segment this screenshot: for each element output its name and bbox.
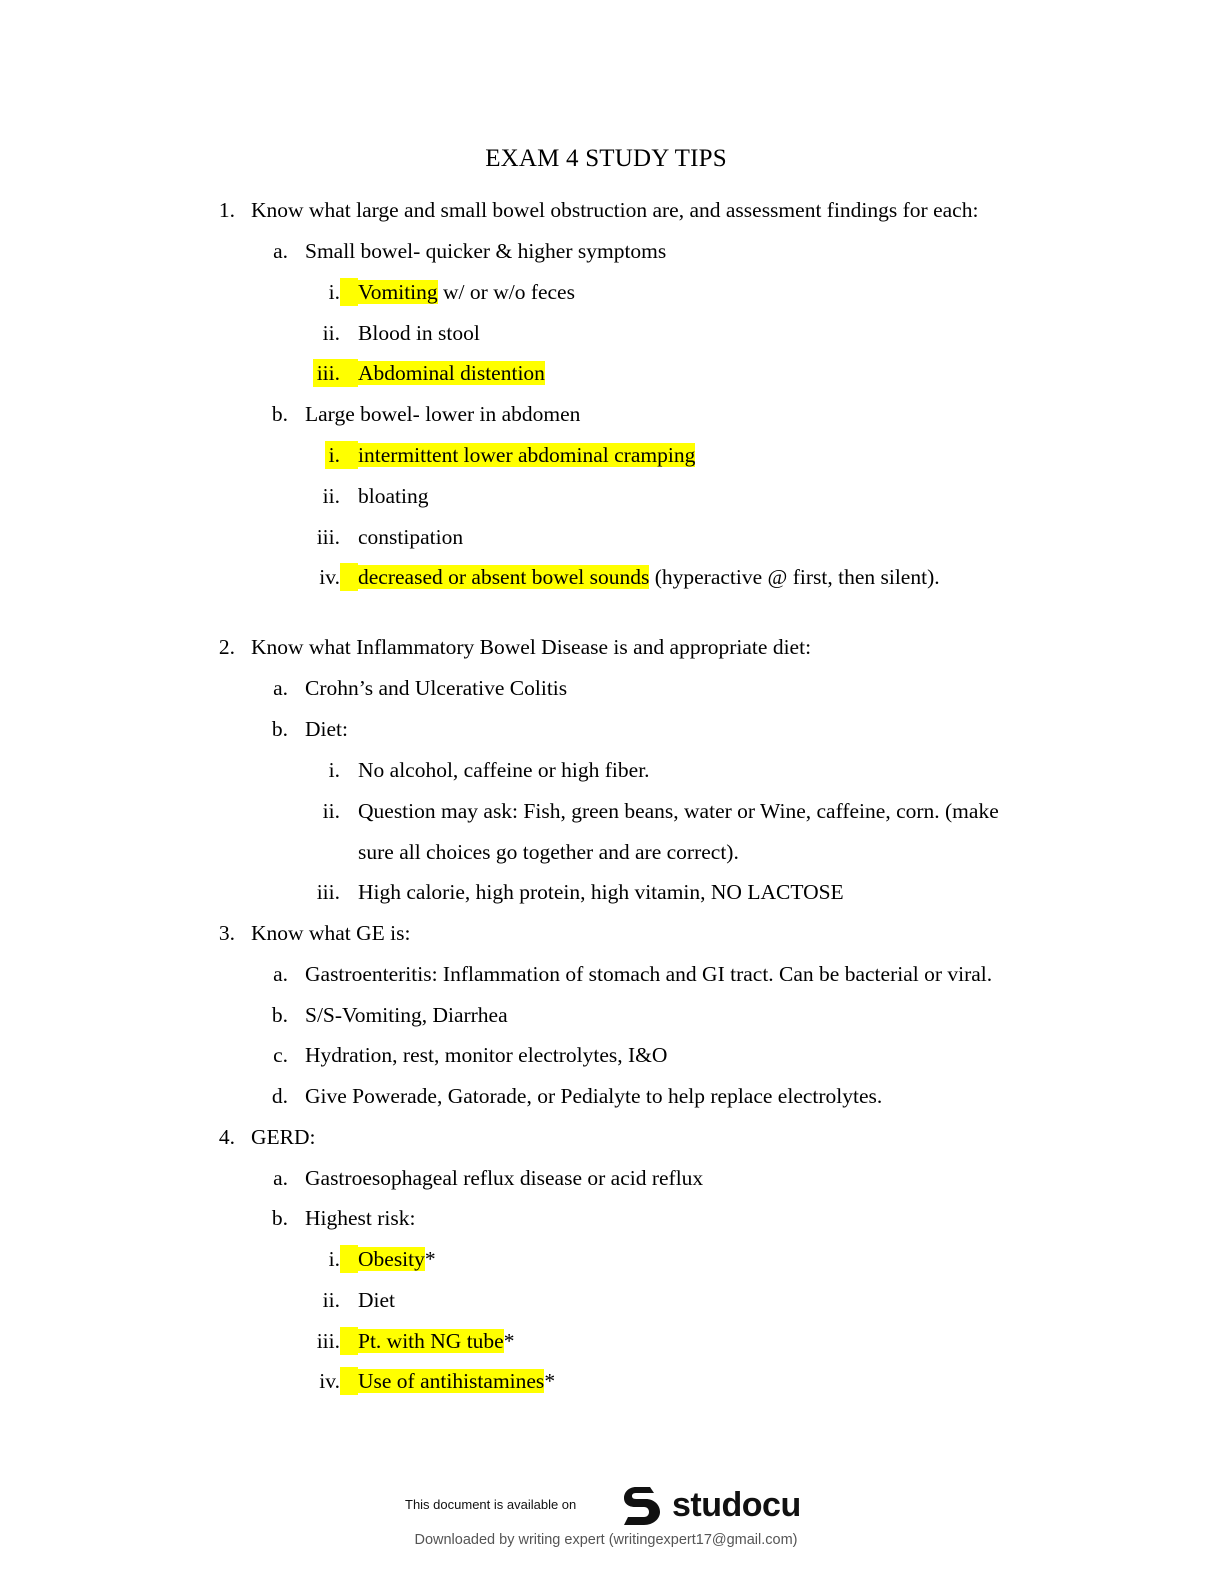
highlighted-text: Vomiting xyxy=(358,280,438,304)
studocu-wordmark: studocu xyxy=(672,1485,801,1524)
highlighted-text: intermittent lower abdominal cramping xyxy=(358,443,696,467)
highlighted-text: Abdominal distention xyxy=(358,361,545,385)
studocu-logo[interactable] xyxy=(620,1481,801,1529)
footer-availability-text: This document is available on xyxy=(405,1497,577,1512)
highlighted-text: Obesity xyxy=(358,1247,425,1271)
highlighted-text: Use of antihistamines xyxy=(358,1369,545,1393)
highlighted-text: Pt. with NG tube xyxy=(358,1329,504,1353)
studocu-logo-icon xyxy=(620,1482,666,1528)
highlighted-text: decreased or absent bowel sounds xyxy=(358,565,650,589)
footer-download-text: Downloaded by writing expert (writingexpert17@gmail.com) xyxy=(414,1532,798,1548)
page-title: EXAM 4 STUDY TIPS xyxy=(485,145,727,172)
